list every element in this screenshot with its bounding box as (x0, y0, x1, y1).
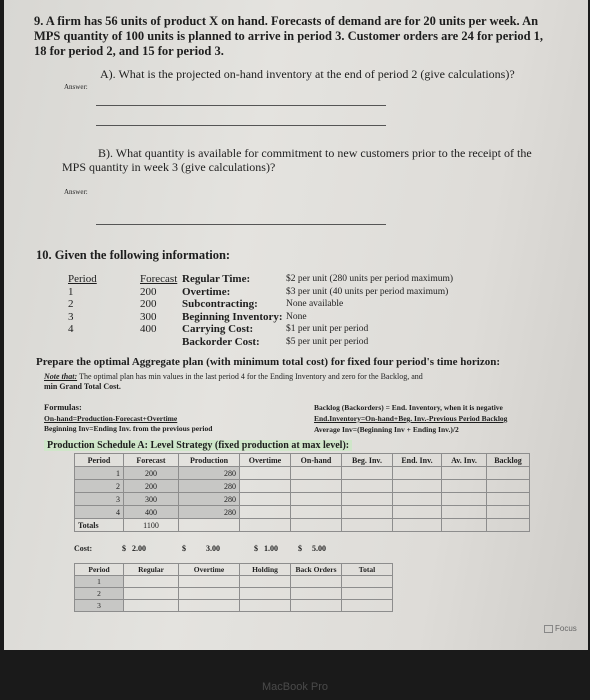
cell-back-orders[interactable] (291, 576, 342, 588)
question-9b-text: B). What quantity is available for commitment to new customers prior to the receipt of the MPS quantity in week 3 (give calculations)? (62, 146, 532, 174)
cost-holding: 1.00 (264, 544, 278, 553)
cell-back-orders[interactable] (291, 600, 342, 612)
question-9b (62, 146, 542, 174)
cell-forecast: 400 (124, 506, 179, 519)
cell-regular[interactable] (124, 588, 179, 600)
forecast-total: 1100 (124, 519, 179, 532)
col-header: Period (75, 454, 124, 467)
cell-holding[interactable] (240, 600, 291, 612)
question-9a: A). What is the projected on-hand inventory at the end of period 2 (give calculations)? (100, 67, 515, 81)
table-header-row (75, 454, 530, 467)
cell-on-hand[interactable] (291, 493, 342, 506)
col-header: Production (179, 454, 240, 467)
cell-overtime[interactable] (240, 506, 291, 519)
cell-total[interactable] (342, 519, 393, 532)
col-header: Holding (240, 564, 291, 576)
cell-back-orders[interactable] (291, 588, 342, 600)
cost-regular: 2.00 (132, 544, 146, 553)
forecast-4: 400 (140, 323, 157, 335)
cell-period: 4 (75, 506, 124, 519)
cell-regular[interactable] (124, 600, 179, 612)
cell-overtime[interactable] (179, 588, 240, 600)
cell-period: 1 (75, 576, 124, 588)
param-label: Regular Time: (182, 273, 251, 285)
cell-on-hand[interactable] (291, 467, 342, 480)
production-schedule-table (74, 453, 530, 532)
param-value: None available (286, 299, 344, 309)
cell-on-hand[interactable] (291, 480, 342, 493)
cell-beg-inv[interactable] (342, 480, 393, 493)
cell-overtime[interactable] (179, 576, 240, 588)
forecast-header: Forecast (140, 273, 178, 285)
param-label: Backorder Cost: (182, 335, 260, 348)
cell-period: 3 (75, 600, 124, 612)
worksheet-page (4, 0, 588, 650)
cost-table-header (75, 564, 393, 576)
cell-forecast: 300 (124, 493, 179, 506)
table-row (75, 467, 530, 480)
cell-backlog[interactable] (487, 493, 530, 506)
formula-average-inv: Average Inv=(Beginning Inv + Ending Inv.)/2 (314, 425, 459, 434)
cell-av-inv[interactable] (442, 493, 487, 506)
cell-overtime[interactable] (240, 493, 291, 506)
cell-total[interactable] (291, 519, 342, 532)
param-value: $5 per unit per period (286, 336, 369, 347)
totals-label: Totals (75, 519, 124, 532)
cost-currency: $ (182, 544, 186, 553)
laptop-bezel-label: MacBook Pro (261, 681, 329, 693)
note-body-a: The optimal plan has min values in the last period 4 for the Ending Inventory and zero for the Backlog, and (79, 372, 423, 381)
formula-end-inventory: End.Inventory=On-hand+Beg. Inv.-Previous Period Backlog (314, 414, 508, 423)
cell-production: 280 (179, 493, 240, 506)
note-text (44, 372, 564, 392)
cell-total[interactable] (179, 519, 240, 532)
cost-parameter-values (286, 273, 453, 348)
note-tag: Note that: (44, 372, 78, 381)
cost-currency: $ (122, 544, 126, 553)
cell-av-inv[interactable] (442, 506, 487, 519)
col-header: Overtime (240, 454, 291, 467)
period-4: 4 (68, 323, 74, 335)
cost-backorder: 5.00 (312, 544, 326, 553)
cell-end-inv[interactable] (393, 480, 442, 493)
cell-end-inv[interactable] (393, 493, 442, 506)
cell-overtime[interactable] (240, 467, 291, 480)
focus-label: Focus (555, 624, 577, 633)
cell-beg-inv[interactable] (342, 506, 393, 519)
forecast-1: 200 (140, 285, 157, 298)
col-header: Overtime (179, 564, 240, 576)
cell-total[interactable] (342, 588, 393, 600)
param-value: $2 per unit (280 units per period maximum) (286, 274, 454, 284)
table-row (75, 480, 530, 493)
cell-forecast: 200 (124, 467, 179, 480)
cell-end-inv[interactable] (393, 467, 442, 480)
forecast-3: 300 (140, 310, 157, 323)
note-body-b: min Grand Total Cost. (44, 382, 121, 391)
formula-on-hand: On-hand=Production-Forecast+Overtime (44, 414, 178, 423)
prepare-instruction: Prepare the optimal Aggregate plan (with minimum total cost) for fixed four period's time horizon: (36, 356, 500, 368)
table-row (75, 506, 530, 519)
cell-total[interactable] (393, 519, 442, 532)
period-2: 2 (68, 298, 74, 310)
col-header: Total (342, 564, 393, 576)
cell-backlog[interactable] (487, 506, 530, 519)
param-label: Overtime: (182, 285, 231, 298)
cell-av-inv[interactable] (442, 467, 487, 480)
focus-icon (544, 625, 553, 633)
cell-beg-inv[interactable] (342, 493, 393, 506)
period-column (68, 273, 97, 336)
cost-currency: $ (298, 544, 302, 553)
cost-label: Cost: (74, 544, 93, 553)
cell-total[interactable] (487, 519, 530, 532)
cell-production: 280 (179, 467, 240, 480)
cell-total[interactable] (342, 600, 393, 612)
cell-backlog[interactable] (487, 467, 530, 480)
param-label: Carrying Cost: (182, 323, 254, 335)
param-value: $3 per unit (40 units per period maximum) (286, 286, 449, 297)
answer-line-a1[interactable] (96, 105, 386, 106)
cell-overtime[interactable] (240, 480, 291, 493)
answer-label-a: Answer: (64, 83, 88, 91)
cell-production: 280 (179, 480, 240, 493)
col-header: Back Orders (291, 564, 342, 576)
cost-parameter-labels (182, 273, 283, 348)
cell-overtime[interactable] (179, 600, 240, 612)
answer-label-b: Answer: (64, 188, 88, 196)
totals-row (75, 519, 530, 532)
cell-total[interactable] (240, 519, 291, 532)
cell-total[interactable] (342, 576, 393, 588)
col-header: Forecast (124, 454, 179, 467)
formulas-left (44, 414, 212, 434)
table-row (75, 600, 393, 612)
period-header: Period (68, 273, 97, 285)
formula-beginning-inv: Beginning Inv=Ending Inv. from the previous period (44, 424, 213, 433)
cell-period: 3 (75, 493, 124, 506)
cell-on-hand[interactable] (291, 506, 342, 519)
cell-regular[interactable] (124, 576, 179, 588)
cell-forecast: 200 (124, 480, 179, 493)
cost-overtime: 3.00 (206, 544, 220, 553)
col-header: Av. Inv. (442, 454, 487, 467)
col-header: Regular (124, 564, 179, 576)
table-row (75, 576, 393, 588)
cost-currency: $ (254, 544, 258, 553)
period-1: 1 (68, 285, 74, 298)
cell-holding[interactable] (240, 588, 291, 600)
col-header: Period (75, 564, 124, 576)
formula-backlog: Backlog (Backorders) = End. Inventory, when it is negative (314, 403, 503, 412)
cell-period: 2 (75, 480, 124, 493)
col-header: Beg. Inv. (342, 454, 393, 467)
question-9-text: 9. A firm has 56 units of product X on hand. Forecasts of demand are for 20 units per week. An MPS quantity of 100 units is planned to arrive in period 3. Customer orders are 24 for period 1, 18 for period 2, and 15 for period 3. (34, 14, 544, 58)
answer-line-a2[interactable] (96, 125, 386, 126)
cell-beg-inv[interactable] (342, 467, 393, 480)
cell-period: 2 (75, 588, 124, 600)
table-row (75, 588, 393, 600)
param-value: $1 per unit per period (286, 324, 369, 334)
forecast-column (140, 273, 177, 336)
schedule-label: Production Schedule A: Level Strategy (fixed production at max level): (44, 440, 352, 451)
cell-production: 280 (179, 506, 240, 519)
cell-av-inv[interactable] (442, 480, 487, 493)
cell-total[interactable] (442, 519, 487, 532)
formulas-right (314, 402, 507, 435)
forecast-2: 200 (140, 298, 157, 310)
question-10-title: 10. Given the following information: (36, 248, 231, 262)
param-label: Beginning Inventory: (182, 310, 283, 323)
col-header: End. Inv. (393, 454, 442, 467)
table-row (75, 493, 530, 506)
formulas-label: Formulas: (44, 402, 82, 412)
param-value: None (286, 311, 307, 322)
cell-backlog[interactable] (487, 480, 530, 493)
col-header: On-hand (291, 454, 342, 467)
cell-end-inv[interactable] (393, 506, 442, 519)
answer-line-b1[interactable] (96, 224, 386, 225)
col-header: Backlog (487, 454, 530, 467)
cost-table (74, 563, 393, 612)
param-label: Subcontracting: (182, 298, 258, 310)
cell-period: 1 (75, 467, 124, 480)
focus-button[interactable] (544, 624, 577, 633)
period-3: 3 (68, 310, 74, 323)
cell-holding[interactable] (240, 576, 291, 588)
